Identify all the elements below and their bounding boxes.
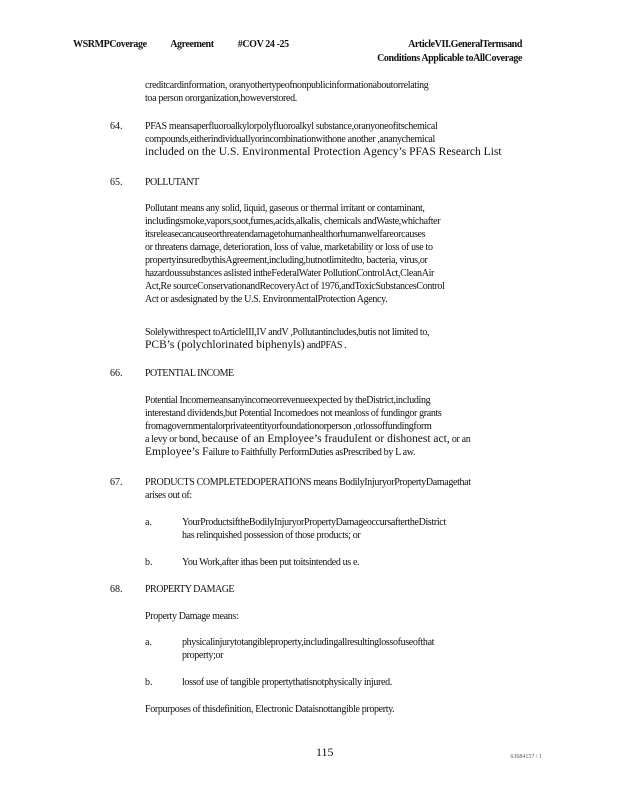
page-header-left xyxy=(73,38,311,51)
item-letter: b. xyxy=(145,677,153,688)
section-number: 64. xyxy=(110,121,123,132)
section-body: Solelywithrespect toArticleIII,IV andV ,Pollutantincludes,butis not limited to, PCB’s (polychlorinated biphenyls) andPFAS . xyxy=(145,327,430,351)
section-body: PFAS meansaperfluoroalkylorpolyfluoroalkyl substance,oranyoneofitschemical compounds,eitherindividuallyorincombinationwithone another ,ananychemical included on the U.S. Environmental Protection Agency’s PFAS Research List xyxy=(145,121,502,158)
section-heading: POTENTIAL INCOME xyxy=(145,368,234,379)
document-code: 63684157 \ 1 xyxy=(510,754,542,760)
section-number: 66. xyxy=(110,368,123,379)
section-number: 68. xyxy=(110,584,123,595)
header-doc-name: WSRMPCoverage xyxy=(73,39,147,50)
item-text: physicalinjurytotangibleproperty,includingallresultinglossofuseofthat property;or xyxy=(182,637,435,661)
item-letter: a. xyxy=(145,517,152,528)
continuation-text: creditcardinformation, oranyothertypeofnonpublicinformationaboutorrelating toa person ororganization,howeverstored. xyxy=(145,80,429,104)
item-text: YourProductsiftheBodilyInjuryorPropertyDamageoccursaftertheDistrict has relinquished possession of those products; or xyxy=(182,517,446,541)
item-text: You Work,after ithas been put toitsintended us e. xyxy=(182,557,360,568)
section-body: Forpurposes of thisdefinition, Electronic Dataisnottangible property. xyxy=(145,704,395,715)
item-letter: a. xyxy=(145,637,152,648)
section-number: 67. xyxy=(110,477,123,488)
section-body: Pollutant means any solid, liquid, gaseous or thermal irritant or contaminant, includingsmoke,vapors,soot,fumes,acids,alkalis, chemicals andWaste,whichafter itsreleasecancauseorthreatendamagetohumanhealthorhumanwelfareorcauses or threatens damage, deterioration, loss of value, marketability or loss of use to propertyinsuredbythisAgreement,including,butnotlimitedto, bacteria, virus,or hazardoussubstances aslisted intheFederalWater PollutionControlAct,CleanAir Act,Re sourceConservationandRecoveryAct of 1976,andToxicSubstancesControl Act or asdesignated by the U.S. EnvironmentalProtection Agency. xyxy=(145,203,445,305)
section-body: Potential Incomemeansanyincomeorrevenueexpected by theDistrict,including interestand dividends,but Potential Incomedoes not meanloss of fundingor grants fromagovernmentalorprivateentityorfoundationorperson ,orlossoffundingform a levy or bond, because of an Employee’s fraudulent or dishonest act, or an Employee’s Failure to Faithfully PerformDuties asPrescribed by L aw. xyxy=(145,395,471,458)
section-heading: PROPERTY DAMAGE xyxy=(145,584,235,595)
header-doc-type: Agreement xyxy=(170,39,214,50)
section-body: Property Damage means: xyxy=(145,611,239,622)
section-body: PRODUCTS COMPLETEDOPERATIONS means BodilyInjuryorPropertyDamagethat arises out of: xyxy=(145,477,471,501)
header-doc-id: #COV 24 -25 xyxy=(237,39,289,50)
section-heading: POLLUTANT xyxy=(145,177,199,188)
page-header-right xyxy=(377,38,522,66)
header-article-subtitle: Conditions Applicable toAllCoverage xyxy=(377,53,522,64)
section-number: 65. xyxy=(110,177,123,188)
item-letter: b. xyxy=(145,557,153,568)
header-article-title: ArticleVII.GeneralTermsand xyxy=(408,39,522,50)
item-text: lossof use of tangible propertythatisnotphysically injured. xyxy=(182,677,392,688)
page-number: 115 xyxy=(316,745,334,759)
